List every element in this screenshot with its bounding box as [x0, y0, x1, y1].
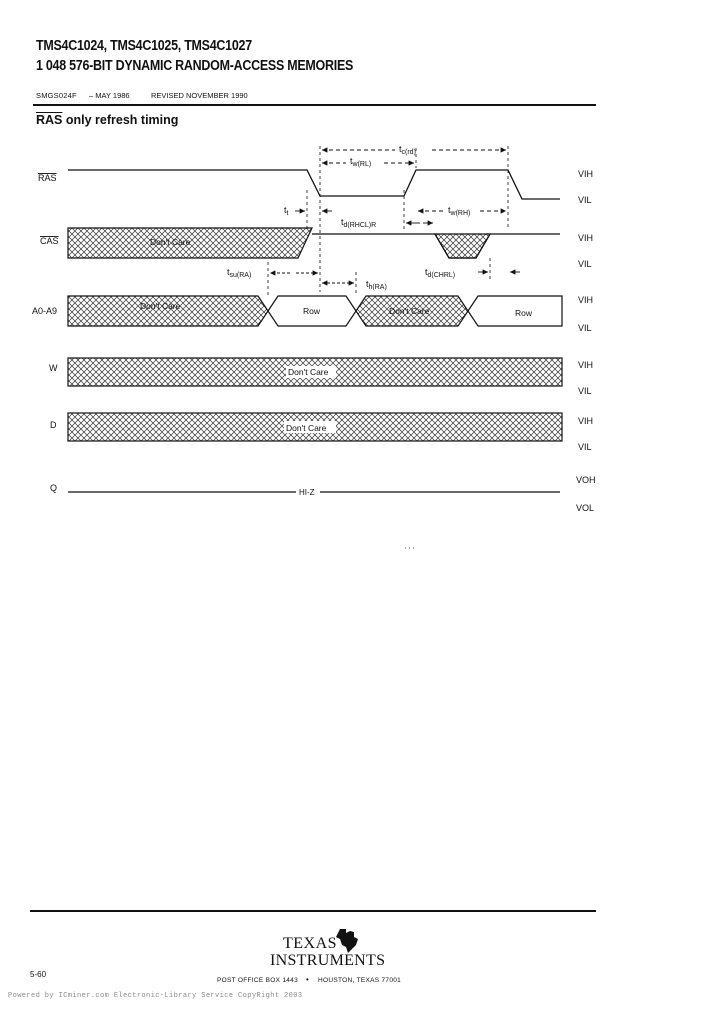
- dont-care-label: Don't Care: [150, 237, 191, 247]
- signal-label-d: D: [50, 420, 57, 430]
- q-waveform: [68, 488, 560, 497]
- level-label: VIH: [578, 169, 594, 179]
- signal-label-address: A0-A9: [32, 306, 58, 316]
- level-label: VIL: [578, 386, 592, 396]
- svg-text:tw(RH): $t_{w(RH)}$: [448, 205, 471, 217]
- svg-text:tc(rd): $t_{c(rd)}$: [399, 144, 416, 156]
- hi-z-label: HI-Z: [299, 488, 315, 497]
- timing-td-chrl: [425, 267, 520, 279]
- logo-text-instruments: INSTRUMENTS: [270, 952, 386, 969]
- signal-label-w: W: [49, 363, 58, 373]
- signal-label-ras: RAS: [38, 173, 57, 183]
- level-label: VIH: [578, 233, 594, 243]
- svg-text:th(RA): $t_{h(RA)}$: [366, 279, 387, 291]
- timing-td-rhcl-r: [341, 217, 433, 229]
- level-label: VOH: [576, 475, 596, 485]
- svg-text:tw(RL): $t_{w(RL)}$: [350, 156, 372, 168]
- level-label: VIL: [578, 323, 592, 333]
- ras-waveform: [68, 170, 560, 199]
- level-label: VIL: [578, 259, 592, 269]
- timing-tt: [284, 205, 332, 217]
- level-label: VOL: [576, 503, 595, 513]
- level-label: VIL: [578, 195, 592, 205]
- dont-care-label: Don't Care: [286, 423, 327, 433]
- level-label: VIH: [578, 360, 594, 370]
- dont-care-label: Don't Care: [288, 367, 329, 377]
- footer-rule: [30, 910, 596, 912]
- svg-text:td(RHCL)R: $t_{d(RHCL)R}$: [341, 217, 377, 229]
- level-label: VIH: [578, 416, 594, 426]
- page-title-line1: TMS4C1024, TMS4C1025, TMS4C1027: [36, 38, 252, 54]
- row-label: Row: [515, 308, 533, 318]
- level-label: VIL: [578, 442, 592, 452]
- document-revision: REVISED NOVEMBER 1990: [151, 91, 248, 100]
- page-title-line2: 1 048 576-BIT DYNAMIC RANDOM-ACCESS MEMORIES: [36, 58, 354, 74]
- dont-care-label: Don't Care: [389, 306, 430, 316]
- timing-tw-rl: [322, 156, 414, 168]
- address-waveform: [68, 296, 562, 326]
- timing-tsu-ra: [227, 267, 318, 279]
- logo-text-texas: TEXAS: [283, 935, 338, 952]
- document-id: SMGS024F: [36, 91, 77, 100]
- document-date: – MAY 1986: [89, 91, 130, 100]
- section-title-signal: $\overline{RAS}$: [36, 113, 63, 127]
- scan-watermark-note: Powered by ICminer.com Electronic-Library Service CopyRight 2003: [8, 992, 303, 1000]
- address-city: HOUSTON, TEXAS 77001: [318, 977, 402, 984]
- page-number: 5-60: [30, 970, 47, 979]
- svg-text:tsu(RA): $t_{su(RA)}$: [227, 267, 252, 279]
- signal-label-cas: CAS: [40, 236, 59, 246]
- svg-text:td(CHRL): $t_{d(CHRL)}$: [425, 267, 456, 279]
- address-separator-icon: •: [306, 975, 309, 984]
- timing-th-ra: [322, 279, 387, 291]
- dont-care-label: Don't Care: [140, 301, 181, 311]
- timing-reference-lines: [268, 146, 508, 296]
- cas-waveform: [68, 228, 560, 258]
- d-waveform: [68, 413, 562, 441]
- timing-tc-rd: [322, 144, 506, 156]
- level-label: VIH: [578, 295, 594, 305]
- timing-tw-rh: [418, 205, 506, 217]
- w-waveform: [68, 358, 562, 386]
- svg-text:tt: $t_t$: [284, 205, 289, 217]
- signal-label-q: Q: [50, 483, 58, 493]
- row-label: Row: [303, 306, 321, 316]
- address-po-box: POST OFFICE BOX 1443: [217, 977, 299, 984]
- section-title-text: only refresh timing: [62, 113, 179, 127]
